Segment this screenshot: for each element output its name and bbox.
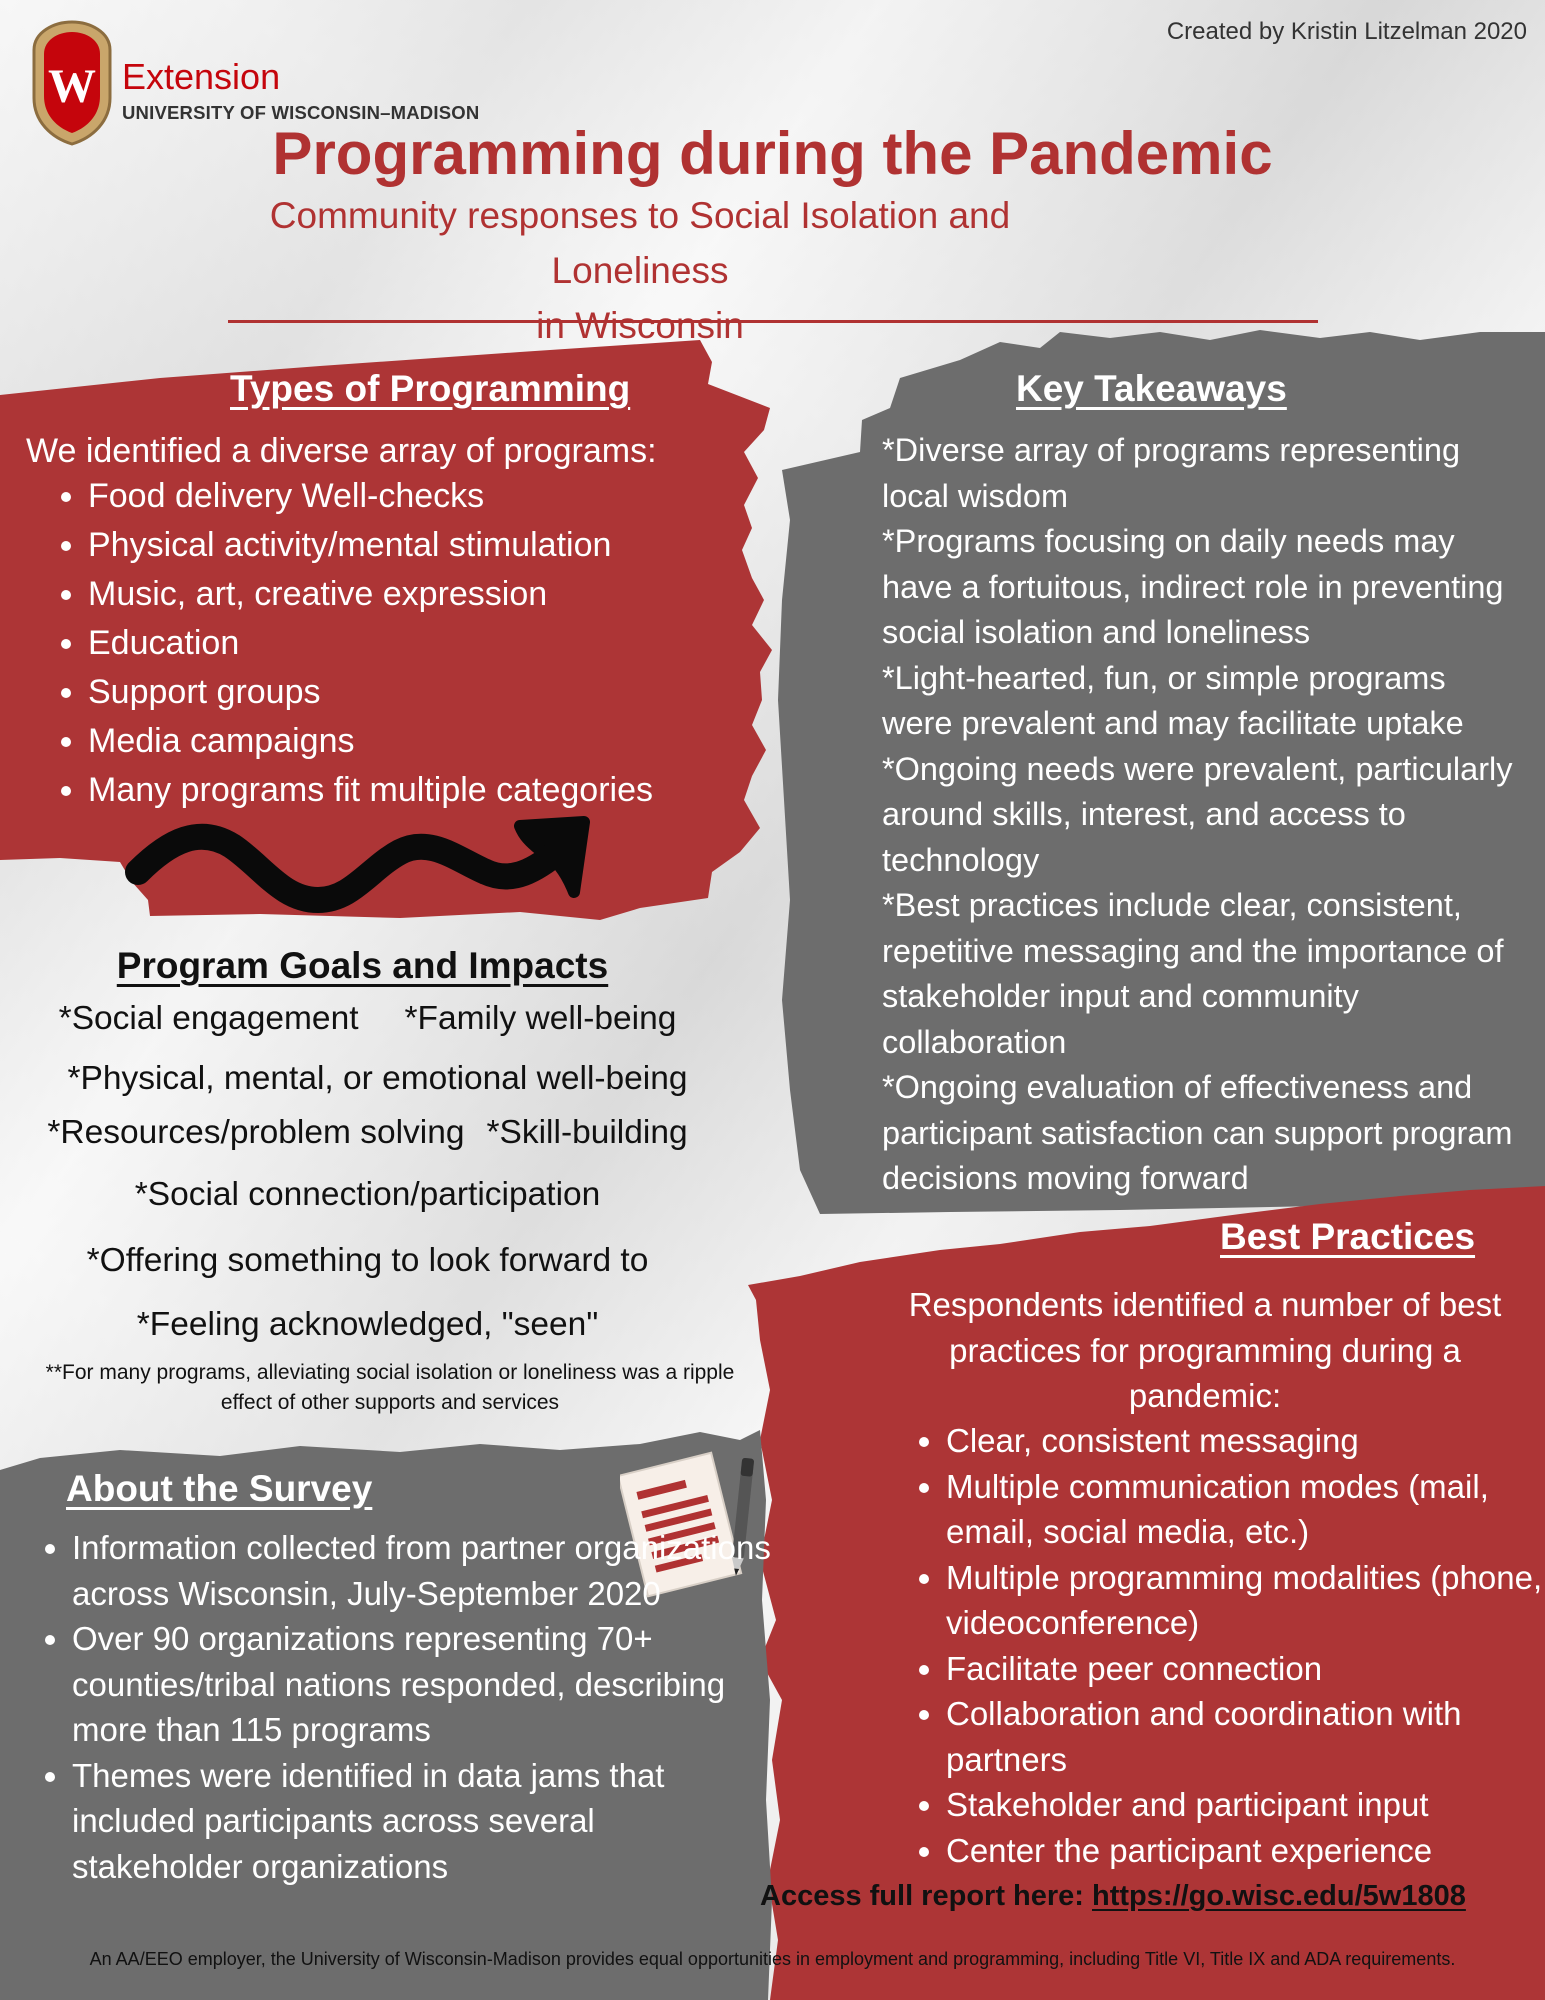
list-item: • Media campaigns [88, 717, 808, 766]
list-item: *Programs focusing on daily needs may have a fortuitous, indirect role in preventing social isolation and loneliness [882, 523, 1504, 650]
list-item: • Over 90 organizations representing 70+ counties/tribal nations responded, describing more than 115 programs [72, 1616, 772, 1753]
list-item: • Themes were identified in data jams that included participants across several stakeholder organizations [72, 1753, 772, 1890]
goals-line-3 [0, 1114, 735, 1152]
best-practices-intro: Respondents identified a number of best practices for programming during a pandemic: [908, 1286, 1502, 1414]
page-subtitle [230, 188, 1050, 353]
subtitle-line-1: Community responses to Social Isolation and Loneliness [269, 195, 1011, 291]
survey-heading: About the Survey [66, 1468, 373, 1509]
list-item: *Ongoing needs were prevalent, particularly around skills, interest, and access to technology [882, 750, 1513, 878]
list-item: • Clear, consistent messaging [946, 1418, 1545, 1464]
goal-item: *Family well-being [404, 1000, 677, 1037]
goal-item: *Social engagement [58, 1000, 359, 1037]
list-item: *Ongoing evaluation of effectiveness and participant satisfaction can support program decisions moving forward [882, 1069, 1513, 1196]
title-divider [228, 320, 1318, 323]
goals-line-6: *Feeling acknowledged, "seen" [136, 1306, 599, 1343]
list-item: • Food delivery Well-checks [88, 472, 808, 521]
goal-item: *Resources/problem solving [47, 1114, 465, 1151]
list-item: *Light-hearted, fun, or simple programs were prevalent and may facilitate uptake [882, 659, 1464, 741]
goals-line-1 [0, 1000, 735, 1038]
survey-list [24, 1525, 772, 1889]
goal-item: *Skill-building [486, 1114, 688, 1151]
list-item: • Many programs fit multiple categories [88, 766, 808, 815]
list-item: • Information collected from partner organizations across Wisconsin, July-September 2020 [72, 1525, 772, 1616]
best-practices-list [898, 1418, 1545, 1873]
list-item: • Multiple communication modes (mail, email, social media, etc.) [946, 1464, 1545, 1555]
takeaways-list [882, 428, 1522, 1202]
list-item: *Diverse array of programs representing local wisdom [882, 432, 1461, 514]
report-link[interactable]: https://go.wisc.edu/5w1808 [1092, 1880, 1466, 1912]
access-label: Access full report here: [760, 1880, 1092, 1912]
goals-line-5: *Offering something to look forward to [86, 1242, 649, 1279]
list-item: • Center the participant experience [946, 1828, 1545, 1874]
list-item: • Stakeholder and participant input [946, 1782, 1545, 1828]
logo-university-text: UNIVERSITY OF WISCONSIN–MADISON [122, 102, 480, 123]
list-item: • Multiple programming modalities (phone, videoconference) [946, 1555, 1545, 1646]
list-item: • Collaboration and coordination with partners [946, 1691, 1545, 1782]
types-heading: Types of Programming [230, 368, 631, 409]
goals-line-4: *Social connection/participation [134, 1176, 601, 1213]
eeo-footer: An AA/EEO employer, the University of Wisconsin-Madison provides equal opportunities in employment and programming, including Title VI, Title IX and ADA requirements. [89, 1949, 1456, 1969]
goals-line-2: *Physical, mental, or emotional well-being [67, 1060, 688, 1097]
crest-letter: W [48, 60, 96, 113]
list-item: *Best practices include clear, consistent, repetitive messaging and the importance of stakeholder input and community collaboration [882, 887, 1504, 1060]
access-report [760, 1880, 1466, 1913]
takeaways-heading: Key Takeaways [1016, 368, 1287, 409]
types-intro: We identified a diverse array of programs: [26, 432, 657, 470]
logo-extension-text: Extension [122, 56, 281, 97]
types-list [40, 472, 808, 815]
best-practices-heading: Best Practices [1220, 1216, 1476, 1257]
goals-heading: Program Goals and Impacts [116, 945, 609, 986]
list-item: • Physical activity/mental stimulation [88, 521, 808, 570]
list-item: • Facilitate peer connection [946, 1646, 1545, 1692]
credit-text: Created by Kristin Litzelman 2020 [1166, 18, 1527, 45]
page-title: Programming during the Pandemic [272, 120, 1273, 187]
list-item: • Education [88, 619, 808, 668]
list-item: • Support groups [88, 668, 808, 717]
subtitle-line-2: in Wisconsin [536, 305, 744, 346]
list-item: • Music, art, creative expression [88, 570, 808, 619]
goals-footnote: **For many programs, alleviating social isolation or loneliness was a ripple effect of other supports and services [45, 1361, 735, 1414]
